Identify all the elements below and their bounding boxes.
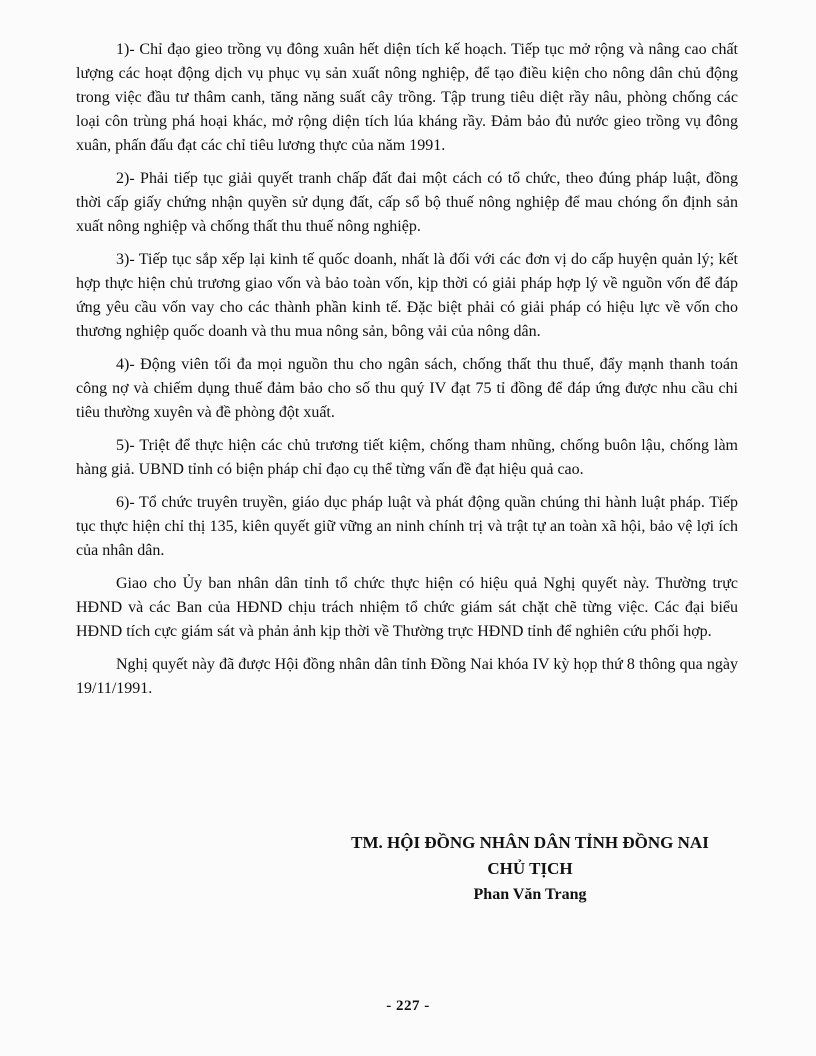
page-number: - 227 - [386, 998, 430, 1014]
signature-title: CHỦ TỊCH [487, 859, 573, 878]
signature-name: Phan Văn Trang [473, 886, 587, 903]
paragraph-6: 6)- Tổ chức truyên truyền, giáo dục pháp luật và phát động quần chúng thi hành luật pháp. Tiếp tục thực hiện chỉ thị 135, kiên quyết giữ vững an ninh chính trị và trật tự an toàn xã hội, bảo vệ lợi ích của nhân dân. [76, 494, 738, 559]
resolution-body [76, 38, 738, 710]
paragraph-5: 5)- Triệt để thực hiện các chủ trương tiết kiệm, chống tham nhũng, chống buôn lậu, chống làm hàng giả. UBND tỉnh có biện pháp chỉ đạo cụ thể từng vấn đề đạt hiệu quả cao. [76, 437, 738, 478]
paragraph-3: 3)- Tiếp tục sắp xếp lại kinh tế quốc doanh, nhất là đối với các đơn vị do cấp huyện quản lý; kết hợp thực hiện chủ trương giao vốn và bảo toàn vốn, kịp thời có giải pháp hợp lý về nguồn vốn để đáp ứng yêu cầu vốn vay cho các thành phần kinh tế. Đặc biệt phải có giải pháp có hiệu lực về vốn cho thương nghiệp quốc doanh và thu mua nông sản, bông vải của nông dân. [76, 251, 738, 340]
paragraph-1: 1)- Chỉ đạo gieo trồng vụ đông xuân hết diện tích kế hoạch. Tiếp tục mở rộng và nâng cao chất lượng các hoạt động dịch vụ phục vụ sản xuất nông nghiệp, để tạo điều kiện cho nông dân chủ động trong việc đầu tư thâm canh, tăng năng suất cây trồng. Tập trung tiêu diệt rầy nâu, phòng chống các loại côn trùng phá hoại khác, mở rộng diện tích lúa kháng rầy. Đảm bảo đủ nước gieo trồng vụ đông xuân, phấn đấu đạt các chỉ tiêu lương thực của năm 1991. [76, 41, 738, 154]
signature-council: TM. HỘI ĐỒNG NHÂN DÂN TỈNH ĐỒNG NAI [351, 833, 709, 852]
paragraph-2: 2)- Phải tiếp tục giải quyết tranh chấp đất đai một cách có tổ chức, theo đúng pháp luật, đồng thời cấp giấy chứng nhận quyền sử dụng đất, cấp sổ bộ thuế nông nghiệp để mau chóng ổn định sản xuất nông nghiệp và chống thất thu thuế nông nghiệp. [76, 170, 738, 235]
paragraph-adoption: Nghị quyết này đã được Hội đồng nhân dân tỉnh Đồng Nai khóa IV kỳ họp thứ 8 thông qua ngày 19/11/1991. [76, 656, 738, 697]
paragraph-assignment: Giao cho Ủy ban nhân dân tỉnh tổ chức thực hiện có hiệu quả Nghị quyết này. Thường trực HĐND và các Ban của HĐND chịu trách nhiệm tổ chức giám sát chặt chẽ từng việc. Các đại biểu HĐND tích cực giám sát và phản ảnh kịp thời về Thường trực HĐND tỉnh để nghiên cứu phối hợp. [76, 575, 738, 640]
signature-block [300, 830, 760, 908]
paragraph-4: 4)- Động viên tối đa mọi nguồn thu cho ngân sách, chống thất thu thuế, đẩy mạnh thanh toán công nợ và chiếm dụng thuế đảm bảo cho số thu quý IV đạt 75 tỉ đồng để đáp ứng được nhu cầu chi tiêu thường xuyên và đề phòng đột xuất. [76, 356, 738, 421]
